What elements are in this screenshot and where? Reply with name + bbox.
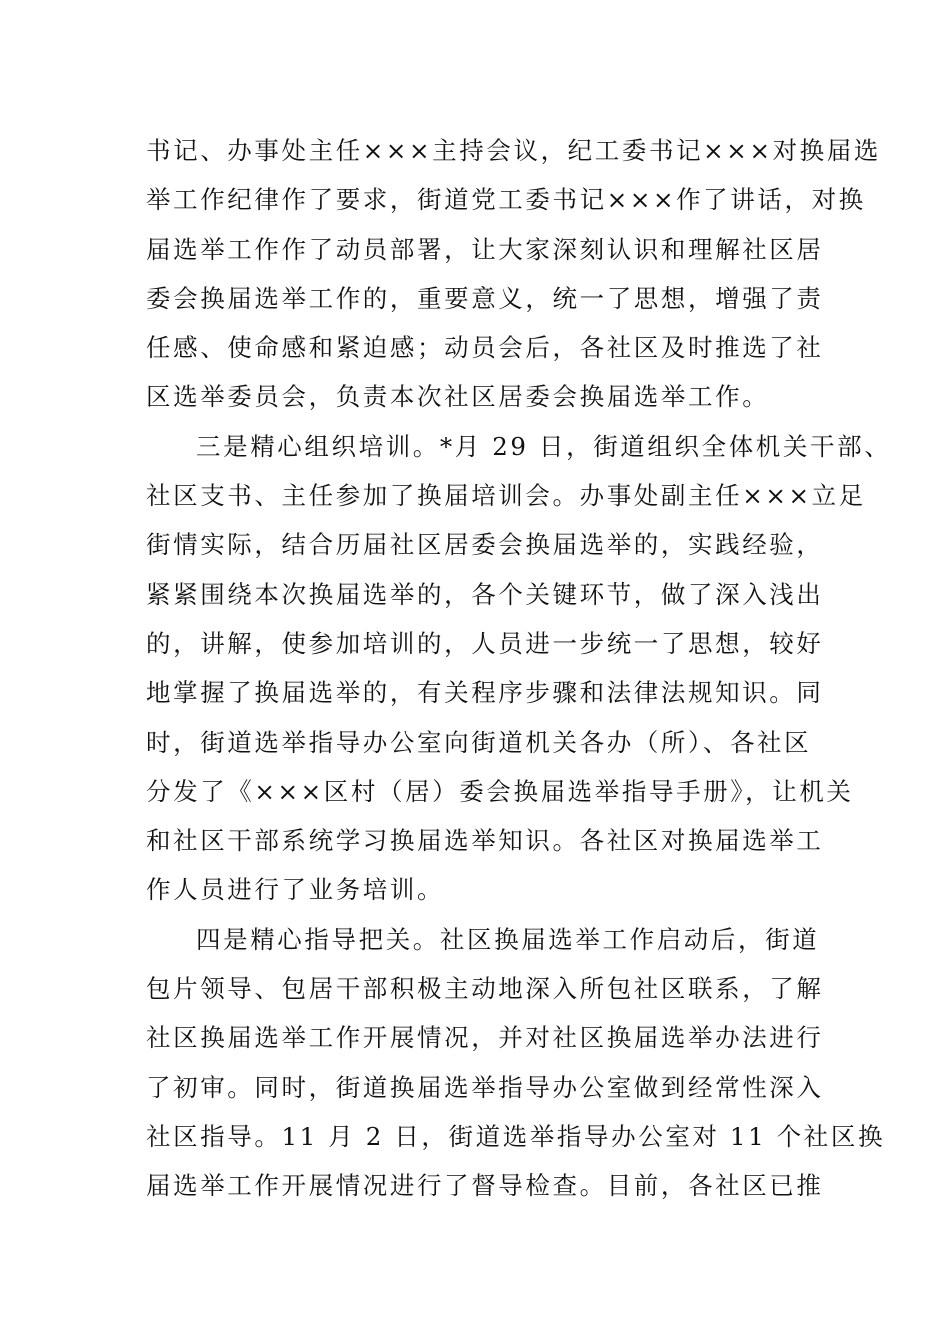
text-line: 和社区干部系统学习换届选举知识。各社区对换届选举工 [146, 826, 824, 856]
text-line: 了初审。同时，街道换届选举指导办公室做到经常性深入 [146, 1072, 824, 1102]
text-line: 书记、办事处主任×××主持会议，纪工委书记×××对换届选 [146, 136, 881, 165]
paragraph-start-line: 三是精心组织培训。*月 29 日，街道组织全体机关干部、 [196, 431, 892, 461]
text-line: 委会换届选举工作的，重要意义，统一了思想，增强了责 [146, 283, 824, 313]
paragraph-start-line: 四是精心指导把关。社区换届选举工作启动后，街道 [196, 924, 820, 954]
text-line: 的，讲解，使参加培训的，人员进一步统一了思想，较好 [146, 628, 824, 658]
text-line: 包片领导、包居干部积极主动地深入所包社区联系，了解 [146, 974, 824, 1004]
text-line: 社区支书、主任参加了换届培训会。办事处副主任×××立足 [146, 481, 866, 511]
text-line: 区选举委员会，负责本次社区居委会换届选举工作。 [146, 382, 770, 412]
text-line: 时，街道选举指导办公室向街道机关各办（所）、各社区 [146, 727, 812, 757]
text-line: 举工作纪律作了要求，街道党工委书记×××作了讲话，对换 [146, 185, 866, 215]
text-line: 街情实际，结合历届社区居委会换届选举的，实践经验， [146, 530, 824, 560]
body-text [146, 126, 892, 1211]
text-line: 紧紧围绕本次换届选举的，各个关键环节，做了深入浅出 [146, 579, 824, 609]
text-line: 社区换届选举工作开展情况，并对社区换届选举办法进行 [146, 1023, 824, 1053]
text-line: 社区指导。11 月 2 日，街道选举指导办公室对 11 个社区换 [146, 1121, 886, 1151]
text-line: 届选举工作开展情况进行了督导检查。目前，各社区已推 [146, 1171, 824, 1201]
text-line: 分发了《×××区村（居）委会换届选举指导手册》，让机关 [146, 776, 854, 806]
text-line: 作人员进行了业务培训。 [146, 875, 445, 905]
text-line: 地掌握了换届选举的，有关程序步骤和法律法规知识。同 [146, 678, 824, 708]
text-line: 任感、使命感和紧迫感；动员会后，各社区及时推选了社 [146, 333, 824, 363]
text-line: 届选举工作作了动员部署，让大家深刻认识和理解社区居 [146, 234, 824, 264]
